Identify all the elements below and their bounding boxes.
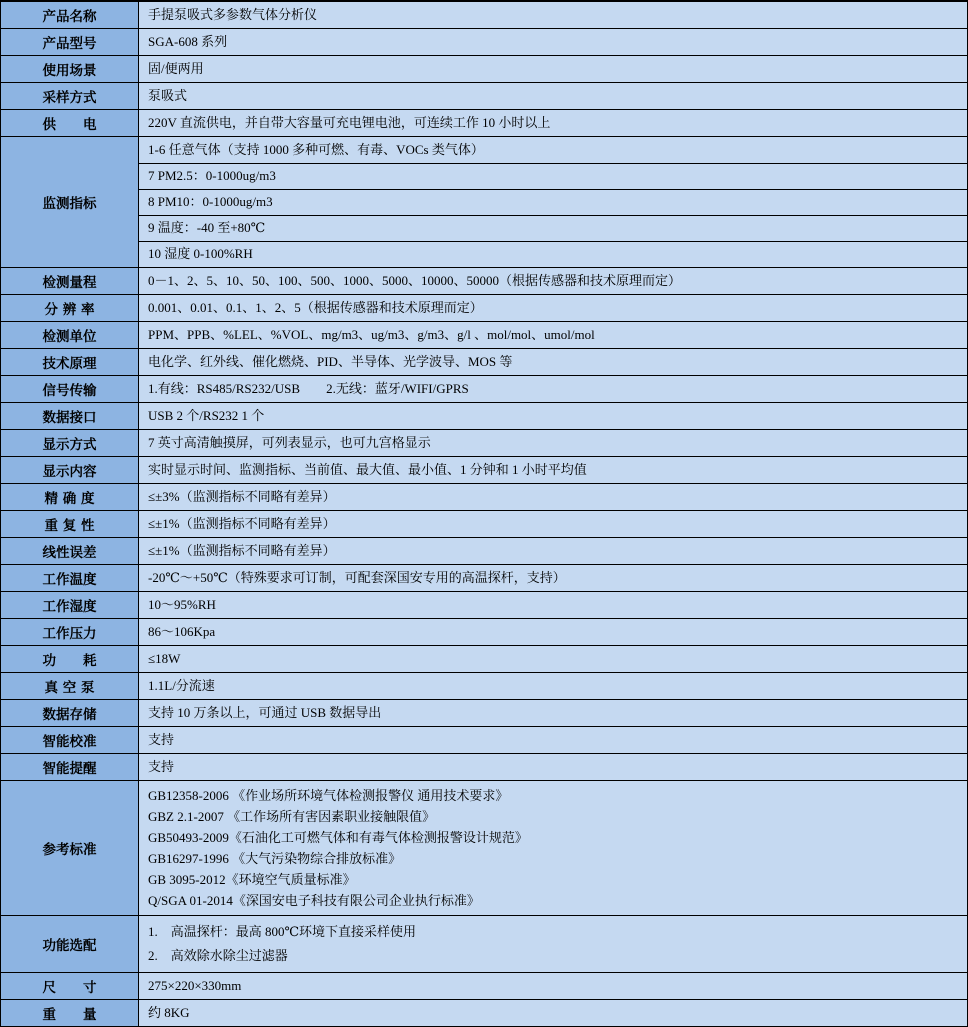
spec-label: 使用场景 xyxy=(1,56,139,82)
spec-value: PPM、PPB、%LEL、%VOL、mg/m3、ug/m3、g/m3、g/l 、mol/mol、umol/mol xyxy=(148,326,595,342)
reference-standard-item: GB16297-1996 《大气污染物综合排放标准》 xyxy=(148,851,402,866)
reference-standard-item: Q/SGA 01-2014《深国安电子科技有限公司企业执行标准》 xyxy=(148,893,480,908)
spec-row-monitor-indicators xyxy=(1,136,967,267)
optional-feature-item: 1. 高温探杆：最高 800℃环境下直接采样使用 xyxy=(148,924,417,939)
spec-row-dimensions xyxy=(1,972,967,999)
spec-subvalue: 8 PM10：0-1000ug/m3 xyxy=(139,189,967,215)
reference-standard-item: GB 3095-2012《环境空气质量标准》 xyxy=(148,872,356,887)
spec-row-display-content xyxy=(1,456,967,483)
spec-label: 精 确 度 xyxy=(1,484,139,510)
spec-value: 固/便两用 xyxy=(148,60,204,76)
spec-value: 电化学、红外线、催化燃烧、PID、半导体、光学波导、MOS 等 xyxy=(148,353,513,369)
spec-label: 功 耗 xyxy=(1,646,139,672)
spec-row-power-consumption xyxy=(1,645,967,672)
spec-row-data-interface xyxy=(1,402,967,429)
spec-value: 10～95%RH xyxy=(148,596,216,612)
spec-value: 手提泵吸式多参数气体分析仪 xyxy=(148,6,318,22)
spec-label: 显示内容 xyxy=(1,457,139,483)
spec-label: 技术原理 xyxy=(1,349,139,375)
spec-value: 支持 xyxy=(148,731,175,747)
spec-label: 检测量程 xyxy=(1,268,139,294)
spec-value: 86～106Kpa xyxy=(148,623,216,639)
spec-row-working-pressure xyxy=(1,618,967,645)
spec-value: USB 2 个/RS232 1 个 xyxy=(148,407,265,423)
spec-value: 7 英寸高清触摸屏，可列表显示，也可九宫格显示 xyxy=(148,434,431,450)
spec-label: 工作压力 xyxy=(1,619,139,645)
spec-subvalue: 9 温度：-40 至+80℃ xyxy=(139,215,967,241)
spec-value: 实时显示时间、监测指标、当前值、最大值、最小值、1 分钟和 1 小时平均值 xyxy=(148,461,587,477)
spec-label: 功能选配 xyxy=(1,916,139,972)
reference-standard-item: GB12358-2006 《作业场所环境气体检测报警仪 通用技术要求》 xyxy=(148,788,509,803)
spec-row-working-humidity xyxy=(1,591,967,618)
spec-row-technical-principle xyxy=(1,348,967,375)
spec-row-display-mode xyxy=(1,429,967,456)
spec-label: 工作湿度 xyxy=(1,592,139,618)
spec-value: 支持 xyxy=(148,758,175,774)
spec-label: 数据存储 xyxy=(1,700,139,726)
spec-value: 275×220×330mm xyxy=(148,977,242,993)
spec-value: 支持 10 万条以上，可通过 USB 数据导出 xyxy=(148,704,382,720)
spec-label: 参考标准 xyxy=(1,781,139,915)
spec-label: 产品型号 xyxy=(1,29,139,55)
spec-row-detection-range xyxy=(1,267,967,294)
spec-row-reference-standards xyxy=(1,780,967,915)
spec-label: 重 量 xyxy=(1,1000,139,1026)
spec-row-repeatability xyxy=(1,510,967,537)
spec-row-product-model xyxy=(1,28,967,55)
spec-subvalue: 7 PM2.5：0-1000ug/m3 xyxy=(139,163,967,189)
spec-label: 工作温度 xyxy=(1,565,139,591)
spec-label: 重 复 性 xyxy=(1,511,139,537)
spec-label: 显示方式 xyxy=(1,430,139,456)
spec-row-signal-transmission xyxy=(1,375,967,402)
spec-row-sampling-method xyxy=(1,82,967,109)
spec-label: 智能提醒 xyxy=(1,754,139,780)
spec-value: 0.001、0.01、0.1、1、2、5（根据传感器和技术原理而定） xyxy=(148,299,483,315)
optional-features-list xyxy=(139,916,967,972)
spec-label: 监测指标 xyxy=(1,137,139,267)
spec-label: 智能校准 xyxy=(1,727,139,753)
spec-label: 尺 寸 xyxy=(1,973,139,999)
spec-subvalue: 10 湿度 0-100%RH xyxy=(139,241,967,267)
spec-row-resolution xyxy=(1,294,967,321)
spec-value: 泵吸式 xyxy=(148,87,188,103)
reference-standards-list xyxy=(139,781,967,915)
spec-value: ≤±3%（监测指标不同略有差异） xyxy=(148,488,336,504)
spec-label: 真 空 泵 xyxy=(1,673,139,699)
spec-value: 0－1、2、5、10、50、100、500、1000、5000、10000、50000（根据传感器和技术原理而定） xyxy=(148,272,682,288)
spec-label: 线性误差 xyxy=(1,538,139,564)
monitor-indicator-sublist xyxy=(139,137,967,267)
spec-value: ≤18W xyxy=(148,650,181,666)
spec-label: 数据接口 xyxy=(1,403,139,429)
spec-row-optional-features xyxy=(1,915,967,972)
spec-row-usage-scene xyxy=(1,55,967,82)
spec-label: 信号传输 xyxy=(1,376,139,402)
spec-row-detection-unit xyxy=(1,321,967,348)
spec-value: -20℃～+50℃（特殊要求可订制，可配套深国安专用的高温探杆，支持） xyxy=(148,569,566,585)
spec-subvalue: 1-6 任意气体（支持 1000 多种可燃、有毒、VOCs 类气体） xyxy=(148,141,484,157)
spec-value: 1.1L/分流速 xyxy=(148,677,215,693)
optional-feature-item: 2. 高效除水除尘过滤器 xyxy=(148,948,288,963)
spec-value: ≤±1%（监测指标不同略有差异） xyxy=(148,515,336,531)
spec-row-linearity-error xyxy=(1,537,967,564)
spec-label: 采样方式 xyxy=(1,83,139,109)
spec-value: 1.有线：RS485/RS232/USB 2.无线：蓝牙/WIFI/GPRS xyxy=(148,380,469,396)
spec-row-weight xyxy=(1,999,967,1026)
spec-row-smart-calibration xyxy=(1,726,967,753)
reference-standard-item: GBZ 2.1-2007 《工作场所有害因素职业接触限值》 xyxy=(148,809,436,824)
spec-label: 供 电 xyxy=(1,110,139,136)
spec-row-working-temperature xyxy=(1,564,967,591)
spec-label: 分 辨 率 xyxy=(1,295,139,321)
spec-value: SGA-608 系列 xyxy=(148,33,228,49)
spec-row-data-storage xyxy=(1,699,967,726)
spec-row-power-supply xyxy=(1,109,967,136)
spec-row-accuracy xyxy=(1,483,967,510)
spec-row-smart-reminder xyxy=(1,753,967,780)
spec-row-product-name xyxy=(1,2,967,28)
spec-value: 约 8KG xyxy=(148,1004,190,1020)
spec-value: ≤±1%（监测指标不同略有差异） xyxy=(148,542,336,558)
spec-row-vacuum-pump xyxy=(1,672,967,699)
reference-standard-item: GB50493-2009《石油化工可燃气体和有毒气体检测报警设计规范》 xyxy=(148,830,528,845)
spec-value: 220V 直流供电，并自带大容量可充电锂电池，可连续工作 10 小时以上 xyxy=(148,114,551,130)
spec-label: 产品名称 xyxy=(1,2,139,28)
spec-label: 检测单位 xyxy=(1,322,139,348)
